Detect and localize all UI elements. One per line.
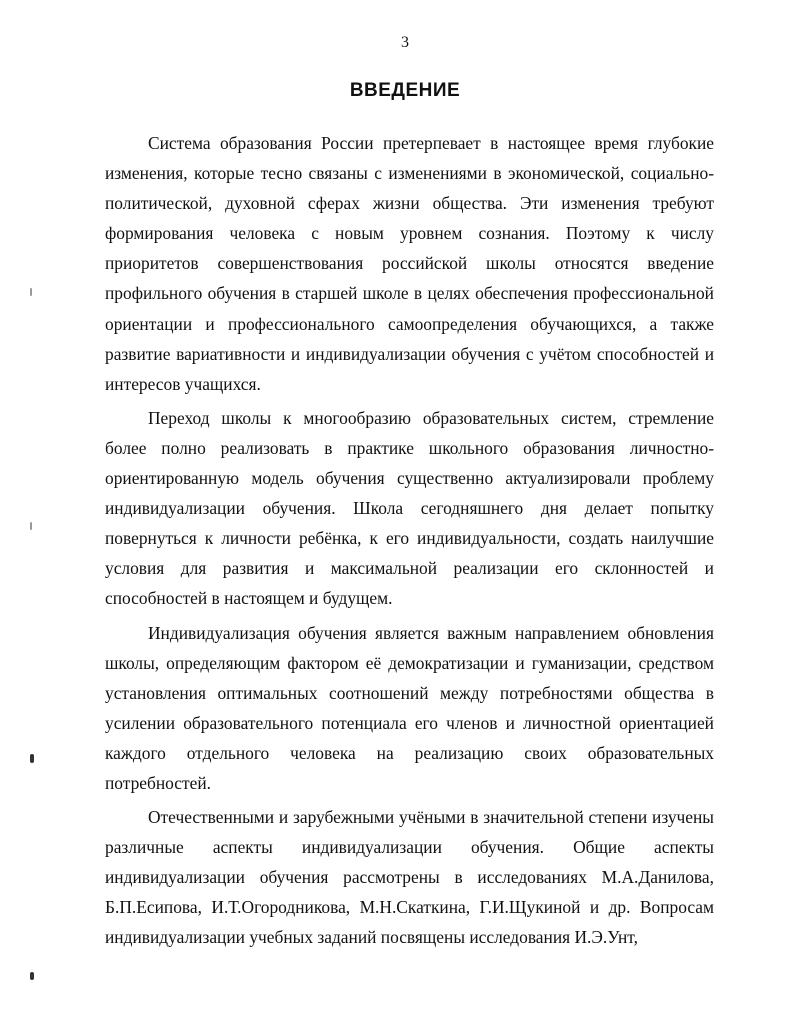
page-number: 3: [401, 34, 409, 51]
paragraph-3: Индивидуализация обучения является важным направлением обновления школы, определяющим фактором её демократизации и гуманизации, средством установления оптимальных соотношений между потребностями общества в усилении образовательного потенциала его членов и личностной ориентацией каждого отдельного человека на реализацию своих образовательных потребностей.: [105, 622, 714, 793]
margin-scan-mark: [30, 754, 34, 763]
paragraph-1: Система образования России претерпевает в настоящее время глубокие изменения, которые тесно связаны с изменениями в экономической, социально-политической, духовной сферах жизни общества. Эти изменения требуют формирования человека с новым уровнем сознания. Поэтому к числу приоритетов совершенствования российской школы относятся введение профильного обучения в старшей школе в целях обеспечения профессиональной ориентации и профессионального самоопределения обучающихся, а также развитие вариативности и индивидуализации обучения с учётом способностей и интересов учащихся.: [105, 133, 714, 394]
paragraph-2: Переход школы к многообразию образовательных систем, стремление более полно реализовать в практике школьного образования личностно-ориентированную модель обучения существенно актуализировали проблему индивидуализации обучения. Школа сегодняшнего дня делает попытку повернуться к личности ребёнка, к его индивидуальности, создать наилучшие условия для развития и максимальной реализации его склонностей и способностей в настоящем и будущем.: [105, 407, 714, 609]
page-title: ВВЕДЕНИЕ: [349, 80, 461, 101]
paragraph-4: Отечественными и зарубежными учёными в значительной степени изучены различные аспекты индивидуализации обучения. Общие аспекты индивидуализации обучения рассмотрены в исследованиях М.А.Данилова, Б.П.Есипова, И.Т.Огородникова, М.Н.Скаткина, Г.И.Щукиной и др. Вопросам индивидуализации учебных заданий посвящены исследования И.Э.Унт,: [105, 807, 714, 948]
document-body: [105, 128, 714, 957]
margin-scan-mark: [30, 288, 32, 296]
margin-scan-mark: [30, 972, 34, 980]
margin-scan-mark: [30, 522, 32, 530]
